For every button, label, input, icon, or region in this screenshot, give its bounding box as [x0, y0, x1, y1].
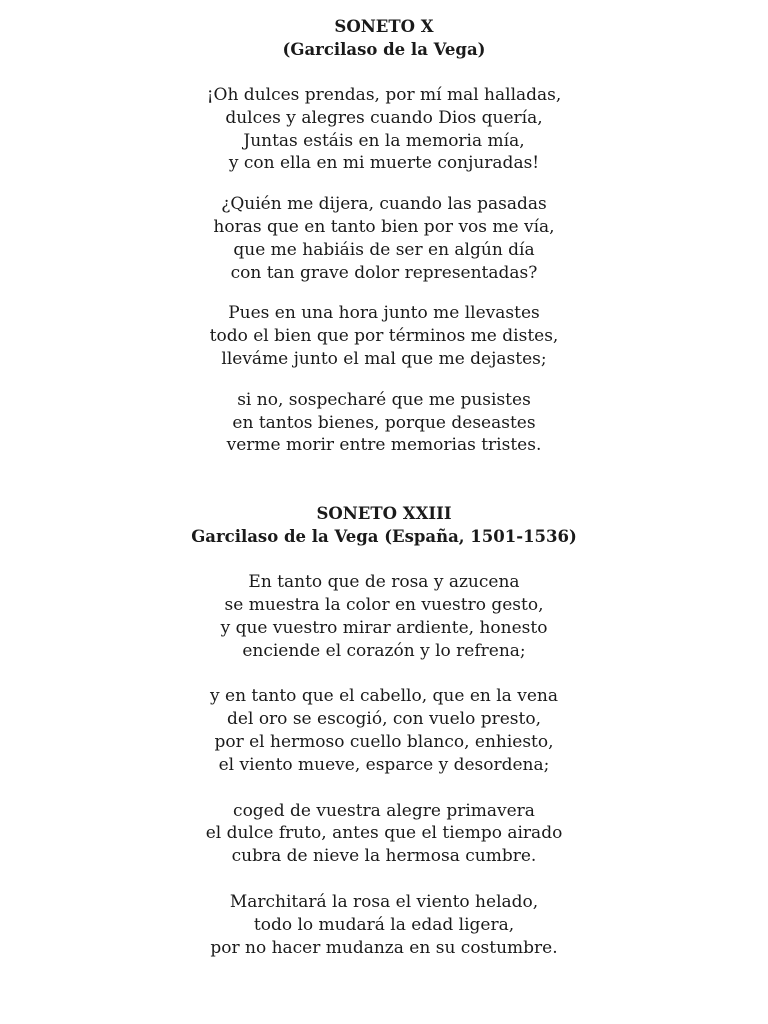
verse-line: por no hacer mudanza en su costumbre. [210, 937, 558, 958]
verse-line: ¿Quién me dijera, cuando las pasadas [221, 194, 547, 215]
sonnet-x [0, 15, 768, 457]
stanza-3 [0, 302, 768, 370]
verse-line: horas que en tanto bien por vos me vía, [213, 216, 555, 237]
sonnet-xxiii [0, 502, 768, 959]
verse-line: y en tanto que el cabello, que en la vena [210, 686, 558, 707]
verse-line: En tanto que de rosa y azucena [248, 572, 520, 593]
verse-line: si no, sospecharé que me pusistes [237, 389, 531, 410]
stanza-2 [0, 685, 768, 776]
verse-line: el dulce fruto, antes que el tiempo airado [205, 823, 563, 844]
verse-line: en tantos bienes, porque deseastes [232, 412, 536, 433]
verse-line: Marchitará la rosa el viento helado, [229, 891, 539, 912]
stanza-4 [0, 389, 768, 457]
stanza-4 [0, 891, 768, 959]
verse-line: todo lo mudará la edad ligera, [253, 914, 515, 935]
verse-line: enciende el corazón y lo refrena; [242, 640, 526, 661]
verse-line: todo el bien que por términos me distes, [209, 326, 559, 347]
verse-line: lleváme junto el mal que me dejastes; [221, 348, 547, 369]
stanza-1 [0, 571, 768, 662]
verse-line: que me habiáis de ser en algún día [233, 239, 535, 260]
stanza-2 [0, 193, 768, 284]
stanza-3 [0, 800, 768, 868]
verse-line: dulces y alegres cuando Dios quería, [225, 107, 543, 128]
verse-line: y con ella en mi muerte conjuradas! [228, 153, 540, 174]
verse-line: y que vuestro mirar ardiente, honesto [220, 617, 548, 638]
poem-title-block [0, 502, 768, 548]
verse-line: por el hermoso cuello blanco, enhiesto, [214, 731, 554, 752]
verse-line: cubra de nieve la hermosa cumbre. [231, 846, 537, 867]
verse-line: verme morir entre memorias tristes. [226, 435, 542, 456]
stanza-1 [0, 84, 768, 175]
poem-title-block [0, 15, 768, 61]
verse-line: con tan grave dolor representadas? [230, 262, 538, 283]
verse-line: Juntas estáis en la memoria mía, [243, 130, 525, 151]
verse-line: Pues en una hora junto me llevastes [228, 303, 540, 324]
poem-author: (Garcilaso de la Vega) [282, 40, 486, 59]
verse-line: coged de vuestra alegre primavera [233, 800, 535, 821]
poem-title: SONETO X [334, 17, 434, 36]
poem-title: SONETO XXIII [316, 504, 452, 524]
poem-author: Garcilaso de la Vega (España, 1501-1536) [191, 527, 577, 547]
verse-line: del oro se escogió, con vuelo presto, [227, 709, 541, 730]
verse-line: el viento mueve, esparce y desordena; [218, 754, 550, 775]
verse-line: ¡Oh dulces prendas, por mí mal halladas, [206, 85, 562, 105]
verse-line: se muestra la color en vuestro gesto, [224, 594, 544, 615]
